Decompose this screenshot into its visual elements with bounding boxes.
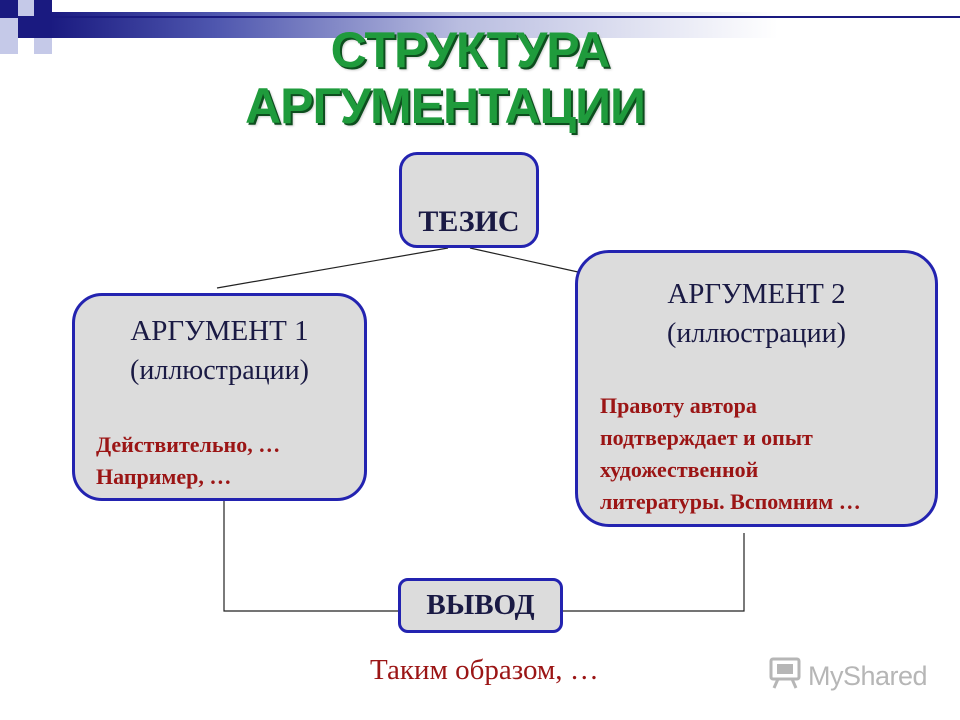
watermark bbox=[768, 656, 927, 697]
argument-2-text bbox=[600, 390, 861, 518]
connector-thesis-arg2 bbox=[470, 248, 578, 272]
argument-1-subtitle: (иллюстрации) bbox=[130, 355, 309, 386]
projector-screen-icon bbox=[768, 656, 802, 697]
argument-1-box bbox=[72, 293, 367, 501]
argument-1-text-line: Действительно, … bbox=[96, 432, 281, 457]
connector-arg2-conclusion bbox=[563, 533, 744, 611]
conclusion-box bbox=[398, 578, 563, 633]
thesis-label: ТЕЗИС bbox=[418, 205, 520, 238]
thesis-box bbox=[399, 152, 539, 248]
argument-2-text-line: литературы. Вспомним … bbox=[600, 489, 861, 514]
argument-2-title: АРГУМЕНТ 2 bbox=[667, 278, 846, 310]
title-line-2: АРГУМЕНТАЦИИ bbox=[245, 78, 645, 134]
argument-2-subtitle: (иллюстрации) bbox=[667, 318, 846, 349]
title-line-1: СТРУКТУРА bbox=[330, 22, 610, 78]
argument-1-title: АРГУМЕНТ 1 bbox=[130, 315, 309, 347]
argument-2-text-line: художественной bbox=[600, 457, 759, 482]
conclusion-text: Таким образом, … bbox=[370, 654, 599, 686]
argument-2-text-line: подтверждает и опыт bbox=[600, 425, 813, 450]
connector-arg1-conclusion bbox=[224, 501, 398, 611]
conclusion-label: ВЫВОД bbox=[426, 589, 535, 621]
connector-thesis-arg1 bbox=[217, 248, 448, 288]
argument-2-text-line: Правоту автора bbox=[600, 393, 757, 418]
watermark-text: MyShared bbox=[808, 661, 928, 691]
argument-1-text-line: Например, … bbox=[96, 464, 232, 489]
argument-1-text bbox=[96, 429, 280, 493]
argument-2-box bbox=[575, 250, 938, 527]
